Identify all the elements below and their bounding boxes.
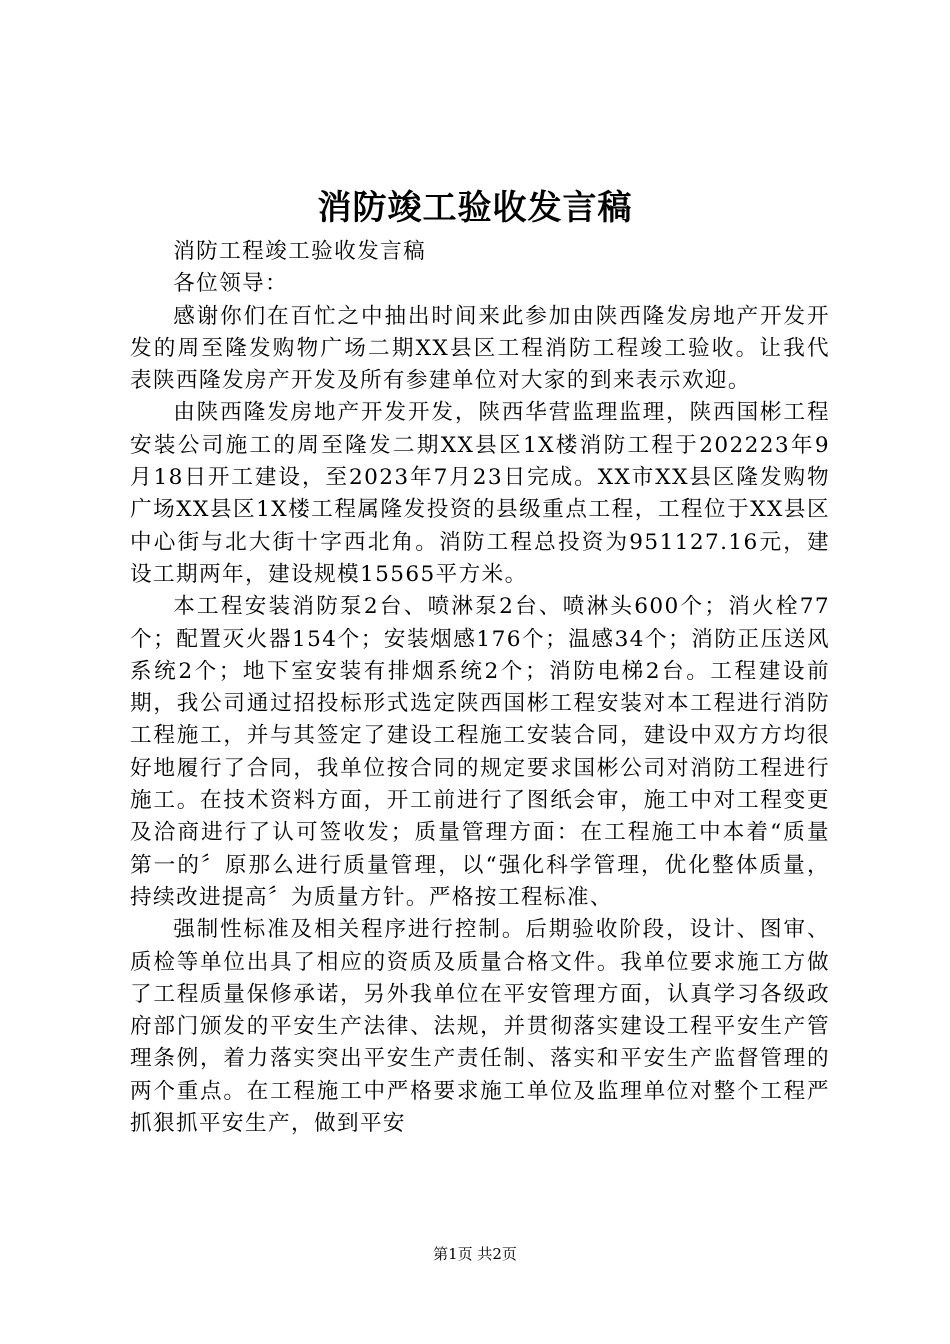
paragraph: 本工程安装消防泵2台、喷淋泵2台、喷淋头600个；消火栓77个；配置灭火器154个；安装烟感176个；温感34个；消防正压送风系统2个；地下室安装有排烟系统2个；消防电梯2台。工程建设前期，我公司通过招投标形式选定陕西国彬工程安装对本工程进行消防工程施工，并与其签定了建设工程施工安装合同，建设中双方方均很好地履行了合同，我单位按合同的规定要求国彬公司对消防工程进行施工。在技术资料方面，开工前进行了图纸会审，施工中对工程变更及洽商进行了认可签收发；质量管理方面：在工程施工中本着“质量第一的〞原那么进行质量管理，以“强化科学管理，优化整体质量，持续改进提高〞为质量方针。严格按工程标准、 xyxy=(130,594,830,910)
document-title: 消防竣工验收发言稿 xyxy=(317,188,633,228)
paragraph: 感谢你们在百忙之中抽出时间来此参加由陕西隆发房地产开发开发的周至隆发购物广场二期XX县区工程消防工程竣工验收。让我代表陕西隆发房产开发及所有参建单位对大家的到来表示欢迎。 xyxy=(130,303,830,394)
page-number: 第1页 共2页 xyxy=(433,1245,517,1263)
salutation: 各位领导： xyxy=(173,271,289,297)
paragraph: 由陕西隆发房地产开发开发，陕西华营监理监理，陕西国彬工程安装公司施工的周至隆发二期XX县区1X楼消防工程于202223年9月18日开工建设，至2023年7月23日完成。XX市XX县区隆发购物广场XX县区1X楼工程属隆发投资的县级重点工程，工程位于XX县区中心街与北大街十字西北角。消防工程总投资为951127.16元，建设工期两年，建设规模15565平方米。 xyxy=(130,400,830,587)
subtitle-line: 消防工程竣工验收发言稿 xyxy=(173,239,427,264)
document-body xyxy=(130,236,830,1140)
paragraph: 强制性标准及相关程序进行控制。后期验收阶段，设计、图审、质检等单位出具了相应的资质及质量合格文件。我单位要求施工方做了工程质量保修承诺，另外我单位在平安管理方面，认真学习各级政府部门颁发的平安生产法律、法规，并贯彻落实建设工程平安生产管理条例，着力落实突出平安生产责任制、落实和平安生产监督管理的两个重点。在工程施工中严格要求施工单位及监理单位对整个工程严抓狠抓平安生产，做到平安 xyxy=(130,917,830,1137)
